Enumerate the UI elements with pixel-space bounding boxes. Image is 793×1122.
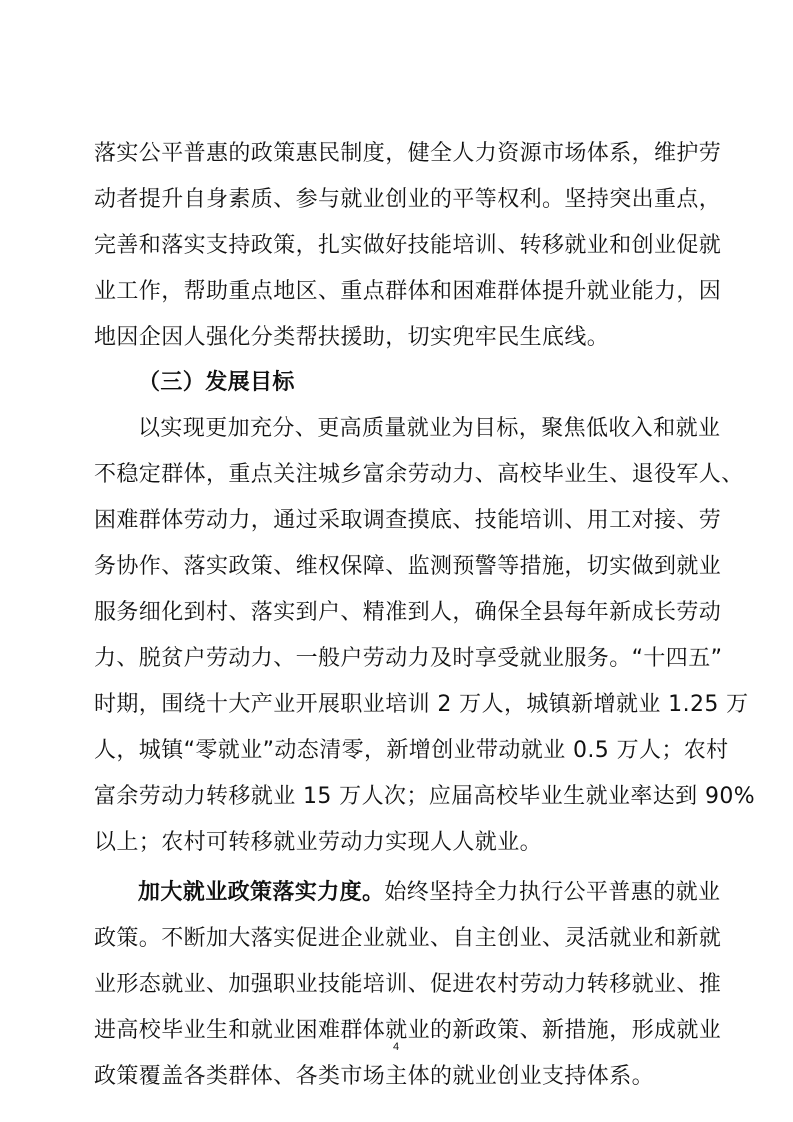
paragraph-line: 政策覆盖各类群体、各类市场主体的就业创业支持体系。 [94, 1064, 655, 1089]
paragraph-line: 业工作，帮助重点地区、重点群体和困难群体提升就业能力，因 [94, 279, 722, 304]
policy-bold-lead: 加大就业政策落实力度。 [138, 880, 385, 905]
paragraph-line: 时期，围绕十大产业开展职业培训 2 万人，城镇新增就业 1.25 万 [94, 692, 749, 717]
paragraph-line: 不稳定群体，重点关注城乡富余劳动力、高校毕业生、退役军人、 [94, 462, 744, 487]
paragraph-line: 困难群体劳动力，通过采取调查摸底、技能培训、用工对接、劳 [94, 508, 722, 533]
paragraph-line: 政策。不断加大落实促进企业就业、自主创业、灵活就业和新就 [94, 926, 722, 951]
paragraph-line: 完善和落实支持政策，扎实做好技能培训、转移就业和创业促就 [94, 233, 722, 258]
paragraph-line: 人，城镇“零就业”动态清零，新增创业带动就业 0.5 万人；农村 [94, 738, 729, 763]
paragraph-line: 力、脱贫户劳动力、一般户劳动力及时享受就业服务。“十四五” [94, 646, 723, 671]
paragraph-line: 服务细化到村、落实到户、精准到人，确保全县每年新成长劳动 [94, 600, 722, 625]
paragraph-line: 地因企因人强化分类帮扶援助，切实兜牢民生底线。 [94, 325, 610, 350]
paragraph-line: 动者提升自身素质、参与就业创业的平等权利。坚持突出重点， [94, 187, 722, 212]
paragraph-line: 业形态就业、加强职业技能培训、促进农村劳动力转移就业、推 [94, 972, 722, 997]
policy-first-line-rest: 始终坚持全力执行公平普惠的就业 [384, 880, 721, 905]
paragraph-line: 务协作、落实政策、维权保障、监测预警等措施，切实做到就业 [94, 554, 722, 579]
section-heading: （三）发展目标 [138, 370, 295, 395]
paragraph-line: 富余劳动力转移就业 15 万人次；应届高校毕业生就业率达到 90% [94, 784, 756, 809]
paragraph-line: 以上；农村可转移就业劳动力实现人人就业。 [94, 830, 543, 855]
paragraph-line: 进高校毕业生和就业困难群体就业的新政策、新措施，形成就业 [94, 1018, 722, 1043]
page-number: 4 [392, 1041, 400, 1053]
paragraph-line: 以实现更加充分、更高质量就业为目标，聚焦低收入和就业 [138, 416, 721, 441]
paragraph-line: 落实公平普惠的政策惠民制度，健全人力资源市场体系，维护劳 [94, 141, 722, 166]
policy-paragraph-first-line [138, 874, 721, 912]
